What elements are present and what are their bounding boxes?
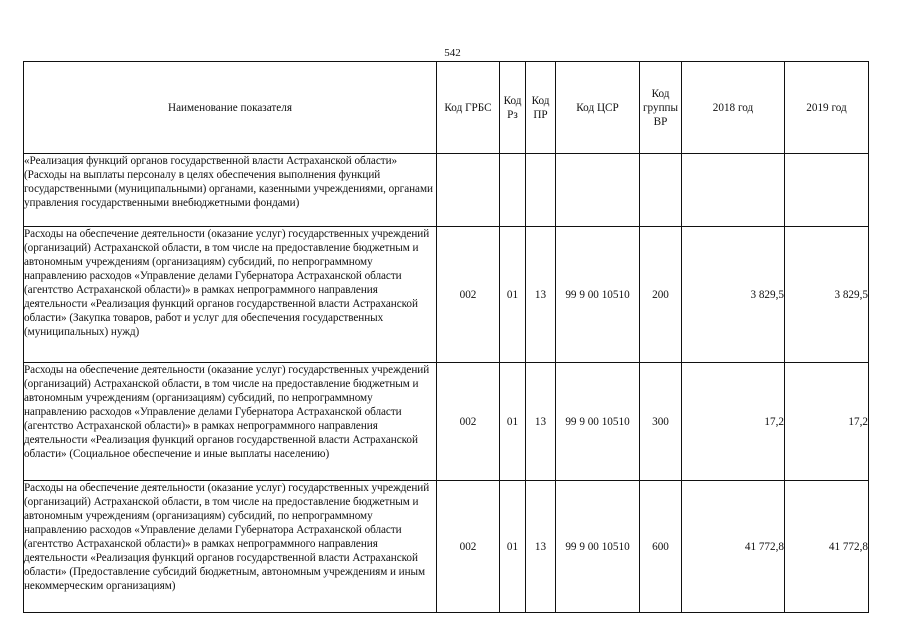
row-rz: 01 [500, 363, 526, 481]
row-vr: 300 [640, 363, 682, 481]
row-rz: 01 [500, 227, 526, 363]
row-name: Расходы на обеспечение деятельности (оказание услуг) государственных учреждений (организаций) Астраханской области, в том числе на предоставление бюджетным и автономным учреждениям (организациям) субсидий, по непрограммному направлению расходов «Управление делами Губернатора Астраханской области (агентство Астраханской области)» в рамках непрограммного направления деятельности «Реализация функций органов государственной власти Астраханской области» (Предоставление субсидий бюджетным, автономным учреждениям и иным некоммерческим организациям) [24, 481, 437, 613]
row-2018: 17,2 [682, 363, 785, 481]
header-vr: Код группы ВР [640, 62, 682, 154]
row-2019: 41 772,8 [785, 481, 869, 613]
row-vr: 600 [640, 481, 682, 613]
table-row [24, 481, 869, 613]
header-name: Наименование показателя [24, 62, 437, 154]
row-grbs: 002 [437, 363, 500, 481]
row-csr [556, 154, 640, 227]
row-grbs: 002 [437, 227, 500, 363]
row-pr: 13 [526, 227, 556, 363]
table-row [24, 227, 869, 363]
row-2019: 3 829,5 [785, 227, 869, 363]
row-grbs: 002 [437, 481, 500, 613]
row-2018 [682, 154, 785, 227]
row-csr: 99 9 00 10510 [556, 227, 640, 363]
row-2019: 17,2 [785, 363, 869, 481]
header-2018: 2018 год [682, 62, 785, 154]
header-rz: Код Рз [500, 62, 526, 154]
row-2019 [785, 154, 869, 227]
row-2018: 3 829,5 [682, 227, 785, 363]
row-pr: 13 [526, 363, 556, 481]
row-vr [640, 154, 682, 227]
row-csr: 99 9 00 10510 [556, 481, 640, 613]
row-pr: 13 [526, 481, 556, 613]
row-rz: 01 [500, 481, 526, 613]
header-pr: Код ПР [526, 62, 556, 154]
row-vr: 200 [640, 227, 682, 363]
row-csr: 99 9 00 10510 [556, 363, 640, 481]
row-rz [500, 154, 526, 227]
row-grbs [437, 154, 500, 227]
table-row [24, 154, 869, 227]
page-number: 542 [444, 47, 461, 59]
budget-table [23, 61, 869, 613]
row-pr [526, 154, 556, 227]
row-2018: 41 772,8 [682, 481, 785, 613]
header-grbs: Код ГРБС [437, 62, 500, 154]
row-name: Расходы на обеспечение деятельности (оказание услуг) государственных учреждений (организаций) Астраханской области, в том числе на предоставление бюджетным и автономным учреждениям (организациям) субсидий, по непрограммному направлению расходов «Управление делами Губернатора Астраханской области (агентство Астраханской области)» в рамках непрограммного направления деятельности «Реализация функций органов государственной власти Астраханской области» (Закупка товаров, работ и услуг для обеспечения государственных (муниципальных) нужд) [24, 227, 437, 363]
row-name: Расходы на обеспечение деятельности (оказание услуг) государственных учреждений (организаций) Астраханской области, в том числе на предоставление бюджетным и автономным учреждениям (организациям) субсидий, по непрограммному направлению расходов «Управление делами Губернатора Астраханской области (агентство Астраханской области)» в рамках непрограммного направления деятельности «Реализация функций органов государственной власти Астраханской области» (Социальное обеспечение и иные выплаты населению) [24, 363, 437, 481]
row-name: «Реализация функций органов государственной власти Астраханской области» (Расходы на выплаты персоналу в целях обеспечения выполнения функций государственными (муниципальными) органами, казенными учреждениями, органами управления государственными внебюджетными фондами) [24, 154, 437, 227]
table-row [24, 363, 869, 481]
header-2019: 2019 год [785, 62, 869, 154]
table-header-row [24, 62, 869, 154]
header-csr: Код ЦСР [556, 62, 640, 154]
